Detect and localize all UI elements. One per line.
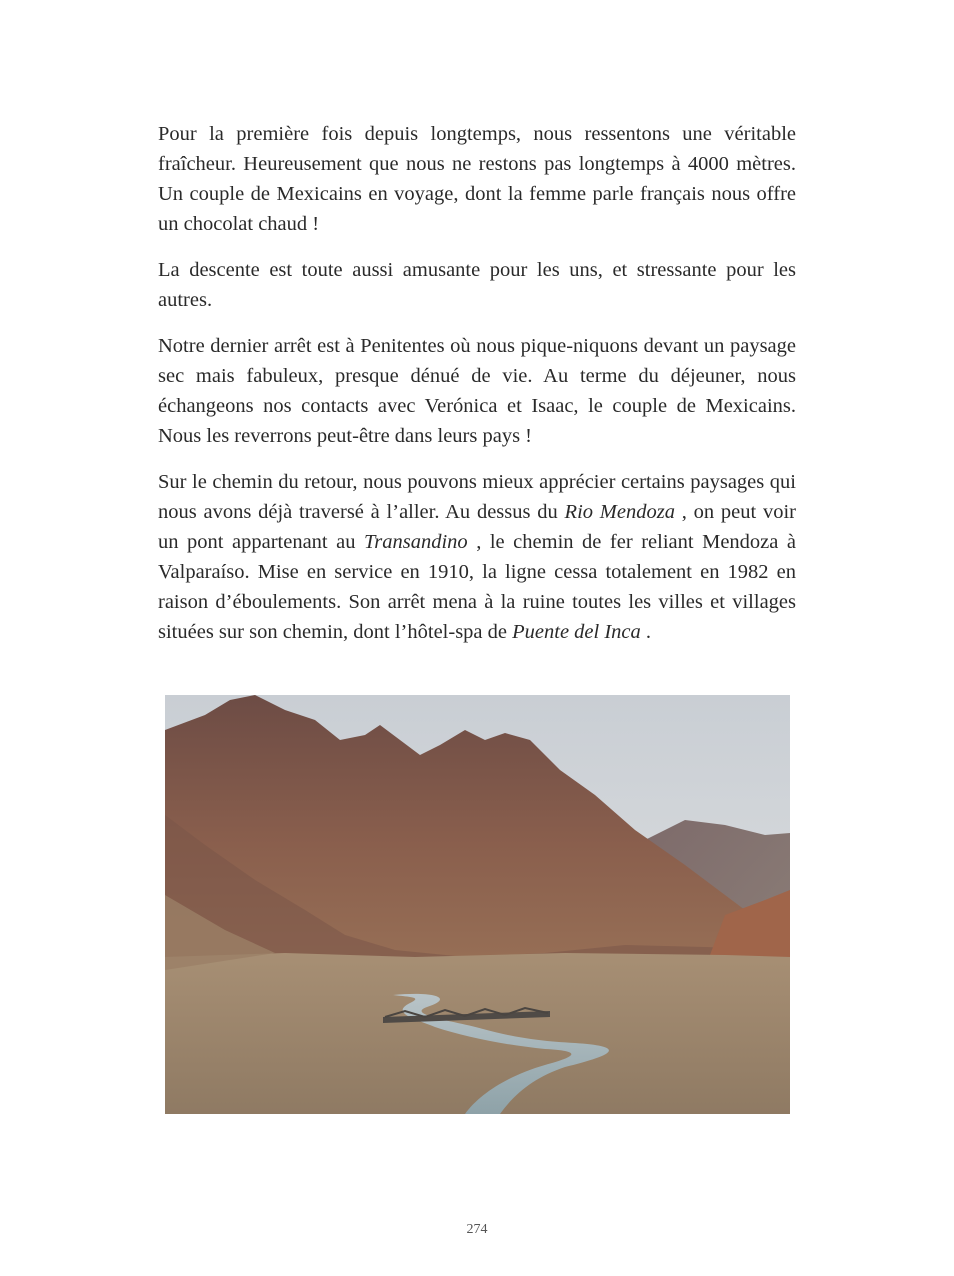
mountain-valley-photo xyxy=(165,695,790,1114)
paragraph-2: La descente est toute aussi amusante pour les uns, et stressante pour les autres. xyxy=(158,259,796,311)
paragraph-4-part-3: , le chemin de fer reliant Mendoza à Valparaíso. Mise en service en 1910, la ligne cessa totalement en 1982 en raison d’éboulements. Son arrêt mena à la ruine toutes les villes et villages situées sur son chemin, dont l’hôtel-spa de xyxy=(158,531,796,643)
paragraph-3: Notre dernier arrêt est à Penitentes où nous pique-niquons devant un paysage sec mais fabuleux, presque dénué de vie. Au terme du déjeuner, nous échangeons nos contacts avec Verónica et Isaac, le couple de Mexicains. Nous les reverrons peut-être dans leurs pays ! xyxy=(158,335,796,447)
body-text xyxy=(158,119,796,663)
rio-mendoza-italic: Rio Mendoza xyxy=(564,501,675,523)
paragraph-1: Pour la première fois depuis longtemps, nous ressentons une véritable fraîcheur. Heureusement que nous ne restons pas longtemps à 4000 mètres. Un couple de Mexicains en voyage, dont la femme parle français nous offre un chocolat chaud ! xyxy=(158,123,796,235)
page-number: 274 xyxy=(466,1222,488,1237)
puente-del-inca-italic: Puente del Inca xyxy=(512,621,641,643)
paragraph-4-part-4: . xyxy=(640,621,652,643)
paragraph-4-part-1: Sur le chemin du retour, nous pouvons mieux apprécier certains paysages qui nous avons déjà traversé à l’aller. Au dessus du xyxy=(158,471,796,523)
paragraph-4-part-2: , on peut voir un pont appartenant au xyxy=(158,501,796,553)
paragraph-4 xyxy=(158,467,796,647)
transandino-italic: Transandino xyxy=(364,531,468,553)
